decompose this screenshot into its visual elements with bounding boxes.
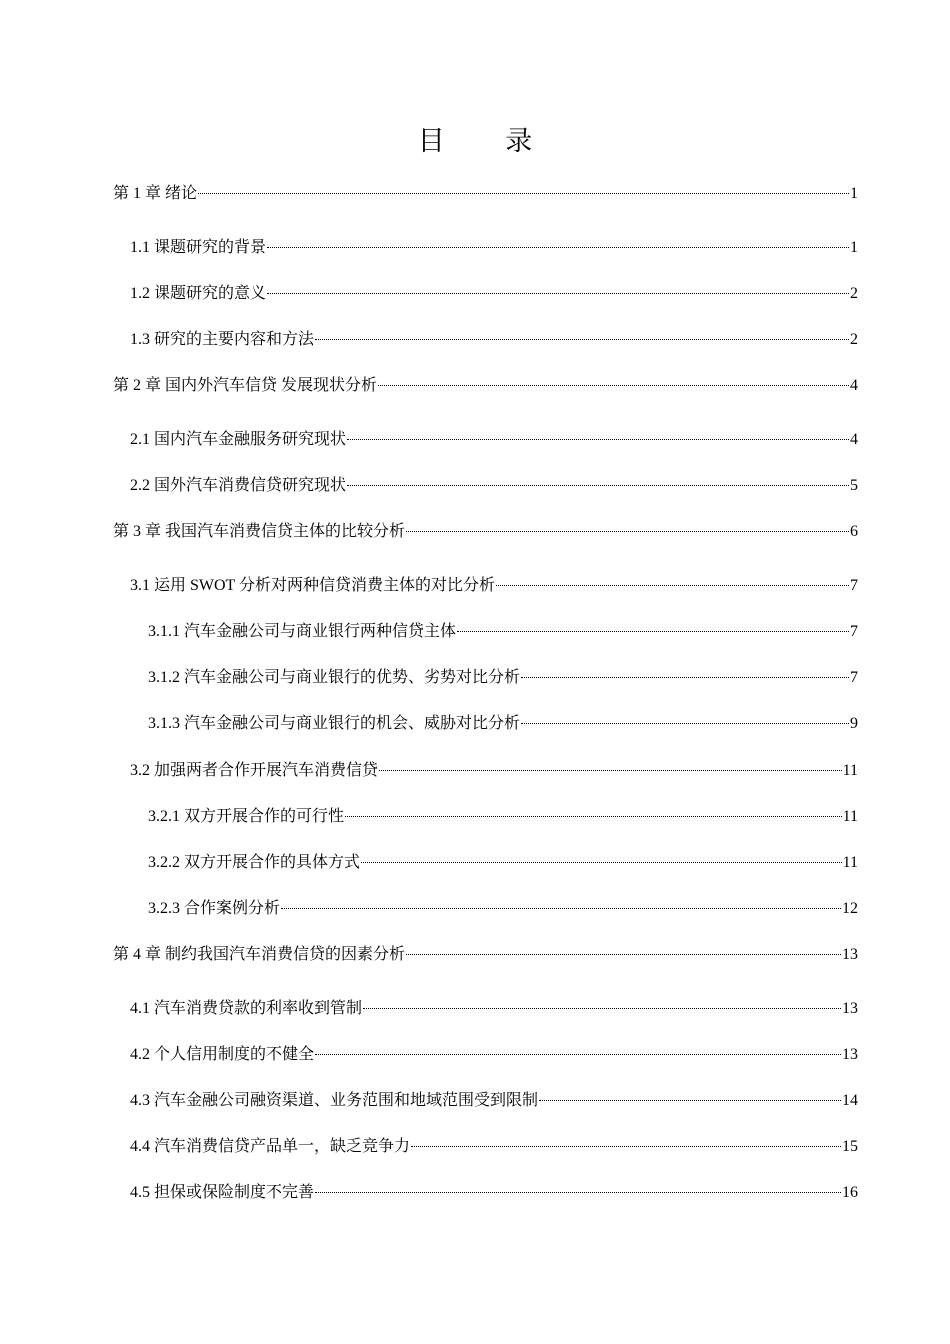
toc-dot-leader [315, 1192, 841, 1193]
toc-entry-label: 4.5 担保或保险制度不完善 [130, 1184, 315, 1201]
toc-entry[interactable] [0, 1089, 858, 1113]
toc-entry[interactable] [0, 620, 858, 644]
toc-entry-label: 3.1.3 汽车金融公司与商业银行的机会、威胁对比分析 [148, 715, 521, 732]
toc-entry-page: 15 [842, 1138, 858, 1155]
toc-entry-label: 3.2.1 双方开展合作的可行性 [148, 808, 345, 825]
toc-dot-leader [521, 723, 849, 724]
toc-dot-leader [411, 1146, 841, 1147]
toc-dot-leader [345, 816, 842, 817]
toc-entry-label: 第 4 章 制约我国汽车消费信贷的因素分析 [113, 946, 406, 963]
toc-entry-page: 2 [850, 331, 858, 348]
toc-dot-leader [539, 1100, 841, 1101]
toc-entry[interactable] [0, 759, 858, 783]
toc-entry[interactable] [0, 997, 858, 1021]
toc-dot-leader [457, 631, 849, 632]
toc-entry-label: 第 2 章 国内外汽车信贷 发展现状分析 [113, 377, 378, 394]
toc-entry-label: 1.3 研究的主要内容和方法 [130, 331, 315, 348]
toc-entry[interactable] [0, 328, 858, 352]
toc-dot-leader [379, 770, 842, 771]
toc-entry-label: 3.1.1 汽车金融公司与商业银行两种信贷主体 [148, 623, 457, 640]
toc-entry-page: 7 [850, 577, 858, 594]
toc-entry-page: 16 [842, 1184, 858, 1201]
toc-entry-label: 3.1 运用 SWOT 分析对两种信贷消费主体的对比分析 [130, 577, 496, 594]
toc-dot-leader [315, 1054, 841, 1055]
toc-dot-leader [347, 439, 849, 440]
toc-entry[interactable] [0, 712, 858, 736]
toc-entry-page: 1 [850, 185, 858, 202]
toc-entry-page: 7 [850, 623, 858, 640]
toc-dot-leader [378, 385, 849, 386]
toc-dot-leader [363, 1008, 841, 1009]
toc-entry[interactable] [0, 943, 858, 967]
toc-entry[interactable] [0, 374, 858, 398]
toc-entry[interactable] [0, 666, 858, 690]
toc-entry-page: 11 [842, 762, 858, 779]
toc-entry[interactable] [0, 520, 858, 544]
toc-entry-page: 5 [850, 477, 858, 494]
toc-dot-leader [267, 293, 849, 294]
toc-entry-label: 3.2.2 双方开展合作的具体方式 [148, 854, 361, 871]
toc-entry[interactable] [0, 428, 858, 452]
toc-dot-leader [361, 862, 842, 863]
toc-dot-leader [267, 247, 849, 248]
toc-entry[interactable] [0, 474, 858, 498]
toc-entry-label: 4.1 汽车消费贷款的利率收到管制 [130, 1000, 363, 1017]
toc-entry-page: 7 [850, 669, 858, 686]
toc-entry-page: 4 [850, 377, 858, 394]
toc-dot-leader [198, 193, 849, 194]
toc-entry-page: 6 [850, 523, 858, 540]
toc-entry-label: 4.3 汽车金融公司融资渠道、业务范围和地域范围受到限制 [130, 1092, 539, 1109]
toc-entry-page: 4 [850, 431, 858, 448]
toc-entry[interactable] [0, 897, 858, 921]
toc-entry-label: 第 3 章 我国汽车消费信贷主体的比较分析 [113, 523, 406, 540]
toc-entry-page: 11 [842, 854, 858, 871]
toc-entry-page: 11 [842, 808, 858, 825]
toc-dot-leader [281, 908, 841, 909]
toc-dot-leader [406, 954, 841, 955]
toc-entry-page: 13 [842, 1046, 858, 1063]
toc-dot-leader [406, 531, 849, 532]
page-title: 目 录 [417, 126, 559, 157]
toc-entry[interactable] [0, 1135, 858, 1159]
toc-entry-label: 4.4 汽车消费信贷产品单一，缺乏竞争力 [130, 1138, 411, 1155]
toc-entry-page: 12 [842, 900, 858, 917]
toc-entry-label: 1.2 课题研究的意义 [130, 285, 267, 302]
toc-dot-leader [315, 339, 849, 340]
toc-entry-label: 第 1 章 绪论 [113, 185, 198, 202]
toc-entry-label: 3.2 加强两者合作开展汽车消费信贷 [130, 762, 379, 779]
toc-entry-page: 14 [842, 1092, 858, 1109]
toc-entry-page: 9 [850, 715, 858, 732]
toc-entry-label: 1.1 课题研究的背景 [130, 239, 267, 256]
toc-entry-label: 2.2 国外汽车消费信贷研究现状 [130, 477, 347, 494]
toc-entry[interactable] [0, 236, 858, 260]
toc-entry[interactable] [0, 1181, 858, 1205]
toc-entry-page: 13 [842, 1000, 858, 1017]
toc-entry-label: 3.2.3 合作案例分析 [148, 900, 281, 917]
toc-entry[interactable] [0, 805, 858, 829]
toc-entry[interactable] [0, 282, 858, 306]
toc-dot-leader [347, 485, 849, 486]
toc-entry[interactable] [0, 1043, 858, 1067]
toc-entry-label: 4.2 个人信用制度的不健全 [130, 1046, 315, 1063]
toc-entry-page: 1 [850, 239, 858, 256]
toc-entry-page: 13 [842, 946, 858, 963]
toc-entry-page: 2 [850, 285, 858, 302]
toc-dot-leader [521, 677, 849, 678]
toc-entry[interactable] [0, 182, 858, 206]
toc-entry-label: 2.1 国内汽车金融服务研究现状 [130, 431, 347, 448]
toc-entry[interactable] [0, 851, 858, 875]
toc-entry[interactable] [0, 574, 858, 598]
toc-entry-label: 3.1.2 汽车金融公司与商业银行的优势、劣势对比分析 [148, 669, 521, 686]
toc-dot-leader [496, 585, 849, 586]
